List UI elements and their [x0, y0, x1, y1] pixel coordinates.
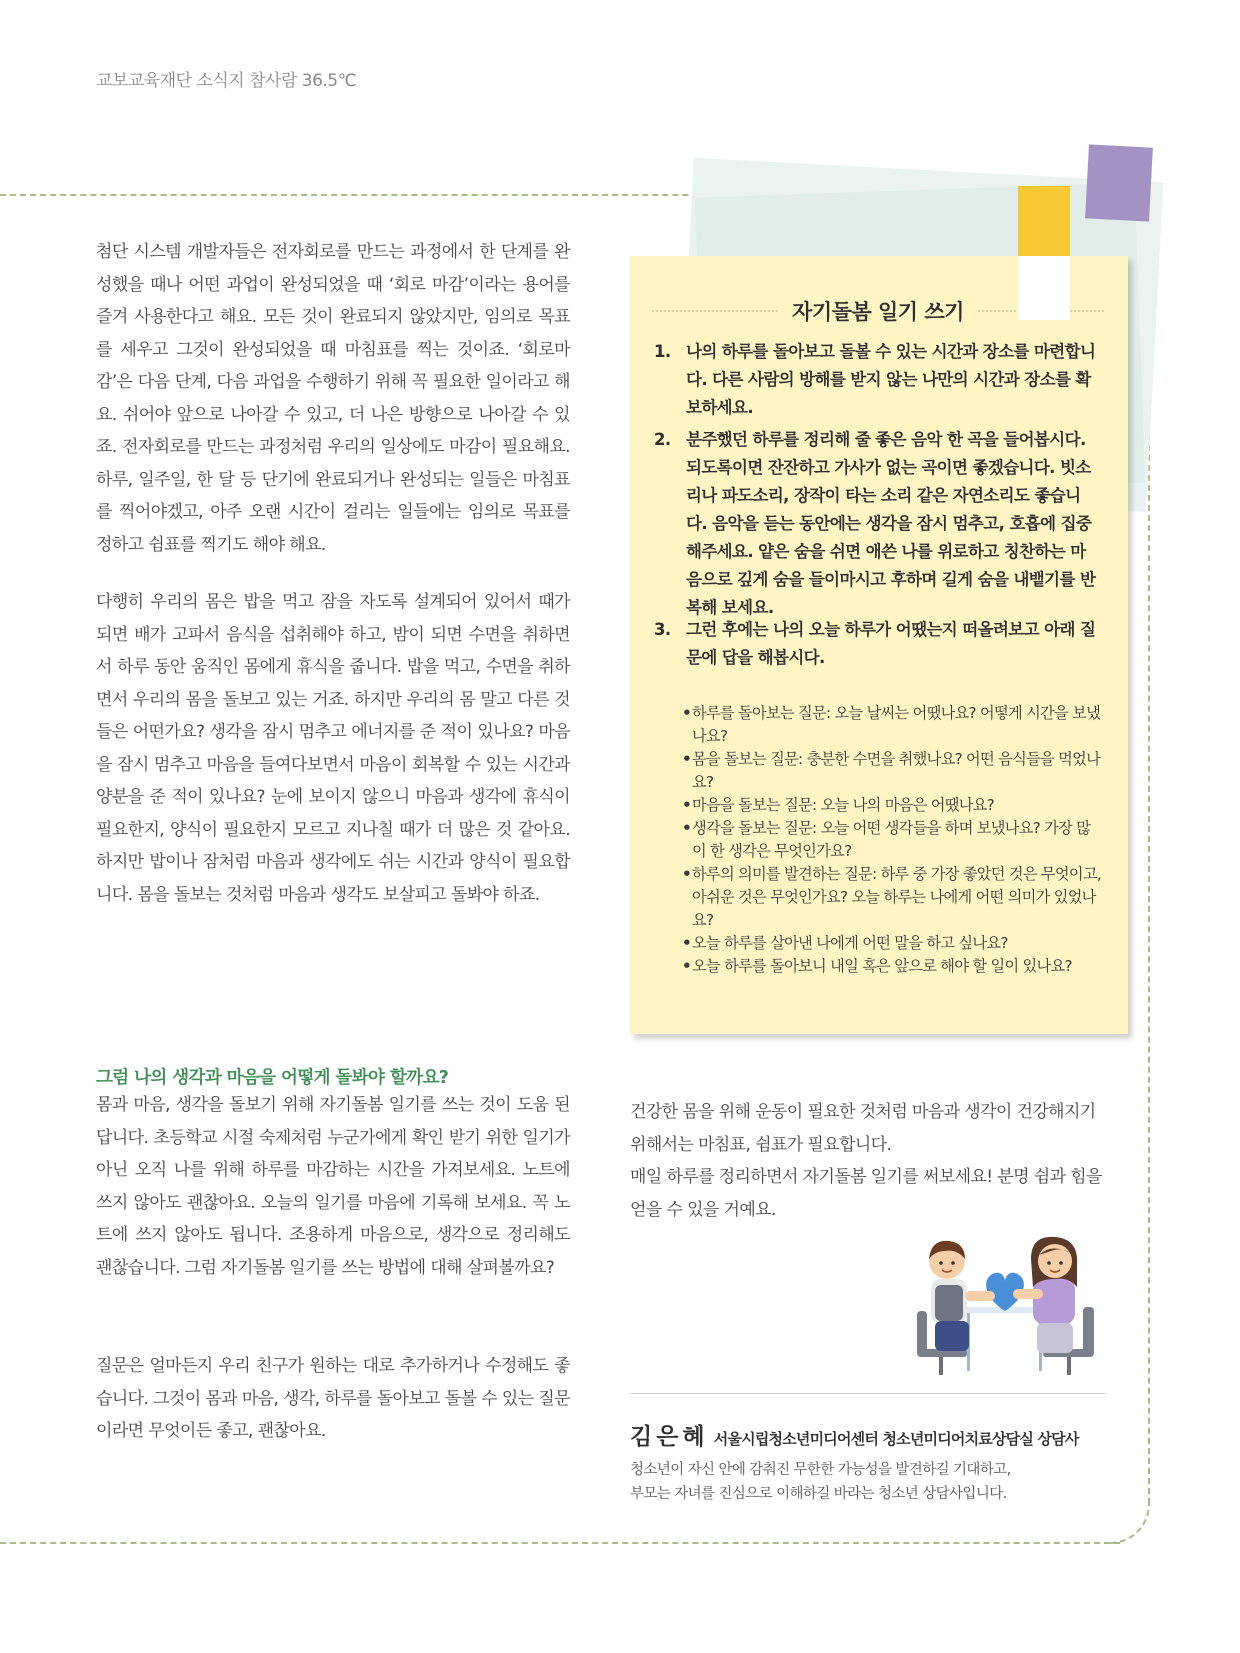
list-item	[682, 702, 1102, 748]
list-item	[682, 817, 1102, 863]
decorative-purple-square	[1085, 144, 1153, 221]
list-item	[682, 955, 1102, 978]
bullet-icon: •	[682, 957, 692, 975]
woman-top	[1033, 1277, 1075, 1325]
body-paragraph-3: 몸과 마음, 생각을 돌보기 위해 자기돌봄 일기를 쓰는 것이 도움 된답니다. 초등학교 시절 숙제처럼 누군가에게 확인 받기 위한 일기가 아닌 오직 나를 위해 하루를 마감하는 시간을 가져보세요. 노트에 쓰지 않아도 괜찮아요. 오늘의 일기를 마음에 기록해 보세요. 꼭 노트에 쓰지 않아도 됩니다. 조용하게 마음으로, 생각으로 정리해도 괜찮습니다. 그럼 자기돌봄 일기를 쓰는 방법에 대해 살펴볼까요?	[96, 1095, 570, 1278]
body-paragraph-1: 첨단 시스템 개발자들은 전자회로를 만드는 과정에서 한 단계를 완성했을 때나 어떤 과업이 완성되었을 때 ‘회로 마감’이라는 용어를 즐겨 사용한다고 해요. 모든 것이 완료되지 않았지만, 임의로 목표를 세우고 그것이 완성되었을 때 마침표를 찍는 것이죠. ‘회로마감’은 다음 단계, 다음 과업을 수행하기 위해 꼭 필요한 일이라고 해요. 쉬어야 앞으로 나아갈 수 있고, 더 나은 방향으로 나아갈 수 있죠. 전자회로를 만드는 과정처럼 우리의 일상에도 마감이 필요해요. 하루, 일주일, 한 달 등 단기에 완료되거나 완성되는 일들은 마침표를 찍어야겠고, 아주 오랜 시간이 걸리는 일들에는 임의로 목표를 정하고 쉼표를 찍기도 해야 해요.	[96, 242, 570, 555]
author-bio-line: 부모는 자녀를 진심으로 이해하길 바라는 청소년 상담사입니다.	[630, 1486, 1007, 1502]
list-item	[682, 794, 1102, 817]
author-role: 서울시립청소년미디어센터 청소년미디어치료상담실 상담사	[713, 1430, 1079, 1448]
author-name: 김은혜	[630, 1424, 709, 1450]
self-care-diary-note	[630, 256, 1128, 1034]
boy-eye	[951, 1261, 955, 1265]
bullet-icon: •	[682, 934, 692, 952]
step-1	[654, 338, 1100, 422]
question-list	[682, 702, 1102, 978]
woman-eye	[1047, 1261, 1051, 1265]
question-text: 몸을 돌보는 질문: 충분한 수면을 취했나요? 어떤 음식들을 먹었나요?	[692, 750, 1101, 791]
bullet-icon: •	[682, 865, 692, 883]
question-text: 오늘 하루를 돌아보니 내일 혹은 앞으로 해야 할 일이 있나요?	[692, 957, 1072, 975]
dashed-border-bottom	[0, 1542, 1120, 1544]
woman-eye	[1059, 1261, 1063, 1265]
bullet-icon: •	[682, 750, 692, 768]
bullet-icon: •	[682, 704, 692, 722]
question-text: 생각을 돌보는 질문: 오늘 어떤 생각들을 하며 보냈나요? 가장 많이 한 생각은 무엇인가요?	[692, 819, 1091, 860]
woman-hands	[1013, 1289, 1043, 1299]
dashed-border-corner	[1108, 1502, 1150, 1544]
list-item	[682, 932, 1102, 955]
body-paragraph-2: 다행히 우리의 몸은 밥을 먹고 잠을 자도록 설계되어 있어서 때가 되면 배가 고파서 음식을 섭취해야 하고, 밤이 되면 수면을 취하면서 하루 동안 움직인 몸에게 휴식을 줍니다. 밥을 먹고, 수면을 취하면서 우리의 몸을 돌보고 있는 거죠. 하지만 우리의 몸 말고 다른 것들은 어떤가요? 생각을 잠시 멈추고 에너지를 준 적이 있나요? 마음을 잠시 멈추고 마음을 들여다보면서 마음이 회복할 수 있는 시간과 양분을 준 적이 있나요? 눈에 보이지 않으니 마음과 생각에 휴식이 필요한지, 양식이 필요한지 모르고 지나칠 때가 더 많은 것 같아요. 하지만 밥이나 잠처럼 마음과 생각에도 쉬는 시간과 양식이 필요합니다. 몸을 돌보는 것처럼 마음과 생각도 보살피고 돌봐야 하죠.	[96, 592, 570, 905]
step-text: 나의 하루를 돌아보고 돌볼 수 있는 시간과 장소를 마련합니다. 다른 사람의 방해를 받지 않는 나만의 시간과 장소를 확보하세요.	[686, 342, 1096, 417]
boy-hands	[965, 1291, 995, 1301]
step-2	[654, 426, 1100, 622]
running-title: 교보교육재단 소식지 참사람 36.5℃	[96, 71, 357, 91]
bullet-icon: •	[682, 819, 692, 837]
step-number: 1.	[654, 342, 671, 361]
profile-divider	[630, 1393, 1106, 1394]
step-3	[654, 616, 1100, 672]
woman-pants	[1037, 1323, 1073, 1353]
right-chair-leg	[1067, 1357, 1071, 1375]
author-bio-line: 청소년이 자신 안에 감춰진 무한한 가능성을 발견하길 기대하고,	[630, 1462, 1011, 1478]
step-text: 그런 후에는 나의 오늘 하루가 어땠는지 떠올려보고 아래 질문에 답을 해봅시다.	[686, 620, 1096, 667]
decorative-white-tab	[1018, 256, 1070, 320]
step-number: 2.	[654, 430, 671, 449]
list-item	[682, 748, 1102, 794]
left-chair-leg	[939, 1357, 943, 1375]
step-text: 분주했던 하루를 정리해 줄 좋은 음악 한 곡을 들어봅시다. 되도록이면 잔잔하고 가사가 없는 곡이면 좋겠습니다. 빗소리나 파도소리, 장작이 타는 소리 같은 자연소리도 좋습니다. 음악을 듣는 동안에는 생각을 잠시 멈추고, 호흡에 집중해주세요. 얕은 숨을 쉬면 애쓴 나를 위로하고 칭찬하는 마음으로 깊게 숨을 들이마시고 후하며 길게 숨을 내뱉기를 반복해 보세요.	[686, 430, 1096, 617]
counseling-illustration	[905, 1225, 1105, 1380]
note-title: 자기돌봄 일기 쓰기	[792, 300, 964, 324]
closing-paragraph-2: 매일 하루를 정리하면서 자기돌봄 일기를 써보세요! 분명 쉼과 힘을 얻을 수 있을 거예요.	[630, 1167, 1102, 1220]
closing-text	[630, 1096, 1110, 1226]
question-text: 오늘 하루를 살아낸 나에게 어떤 말을 하고 싶나요?	[692, 934, 1008, 952]
bullet-icon: •	[682, 796, 692, 814]
author-bio	[630, 1458, 1110, 1506]
decorative-yellow-tab	[1018, 186, 1070, 256]
author-profile	[630, 1418, 1079, 1451]
boy-eye	[939, 1261, 943, 1265]
question-text: 하루를 돌아보는 질문: 오늘 날씨는 어땠나요? 어떻게 시간을 보냈나요?	[692, 704, 1101, 745]
dotted-rule-left	[652, 310, 778, 312]
question-text: 마음을 돌보는 질문: 오늘 나의 마음은 어땠나요?	[692, 796, 994, 814]
boy-vest	[935, 1285, 963, 1321]
boy-pants	[935, 1321, 969, 1351]
body-paragraph-4: 질문은 얼마든지 우리 친구가 원하는 대로 추가하거나 수정해도 좋습니다. 그것이 몸과 마음, 생각, 하루를 돌아보고 돌볼 수 있는 질문이라면 무엇이든 좋고, 괜찮아요.	[96, 1356, 570, 1441]
closing-paragraph-1: 건강한 몸을 위해 운동이 필요한 것처럼 마음과 생각이 건강해지기 위해서는 마침표, 쉼표가 필요합니다.	[630, 1102, 1096, 1155]
step-number: 3.	[654, 620, 671, 639]
section-heading: 그럼 나의 생각과 마음을 어떻게 돌봐야 할까요?	[96, 1068, 449, 1088]
list-item	[682, 863, 1102, 932]
question-text: 하루의 의미를 발견하는 질문: 하루 중 가장 좋았던 것은 무엇이고, 아쉬운 것은 무엇인가요? 오늘 하루는 나에게 어떤 의미가 있었나요?	[692, 865, 1101, 929]
